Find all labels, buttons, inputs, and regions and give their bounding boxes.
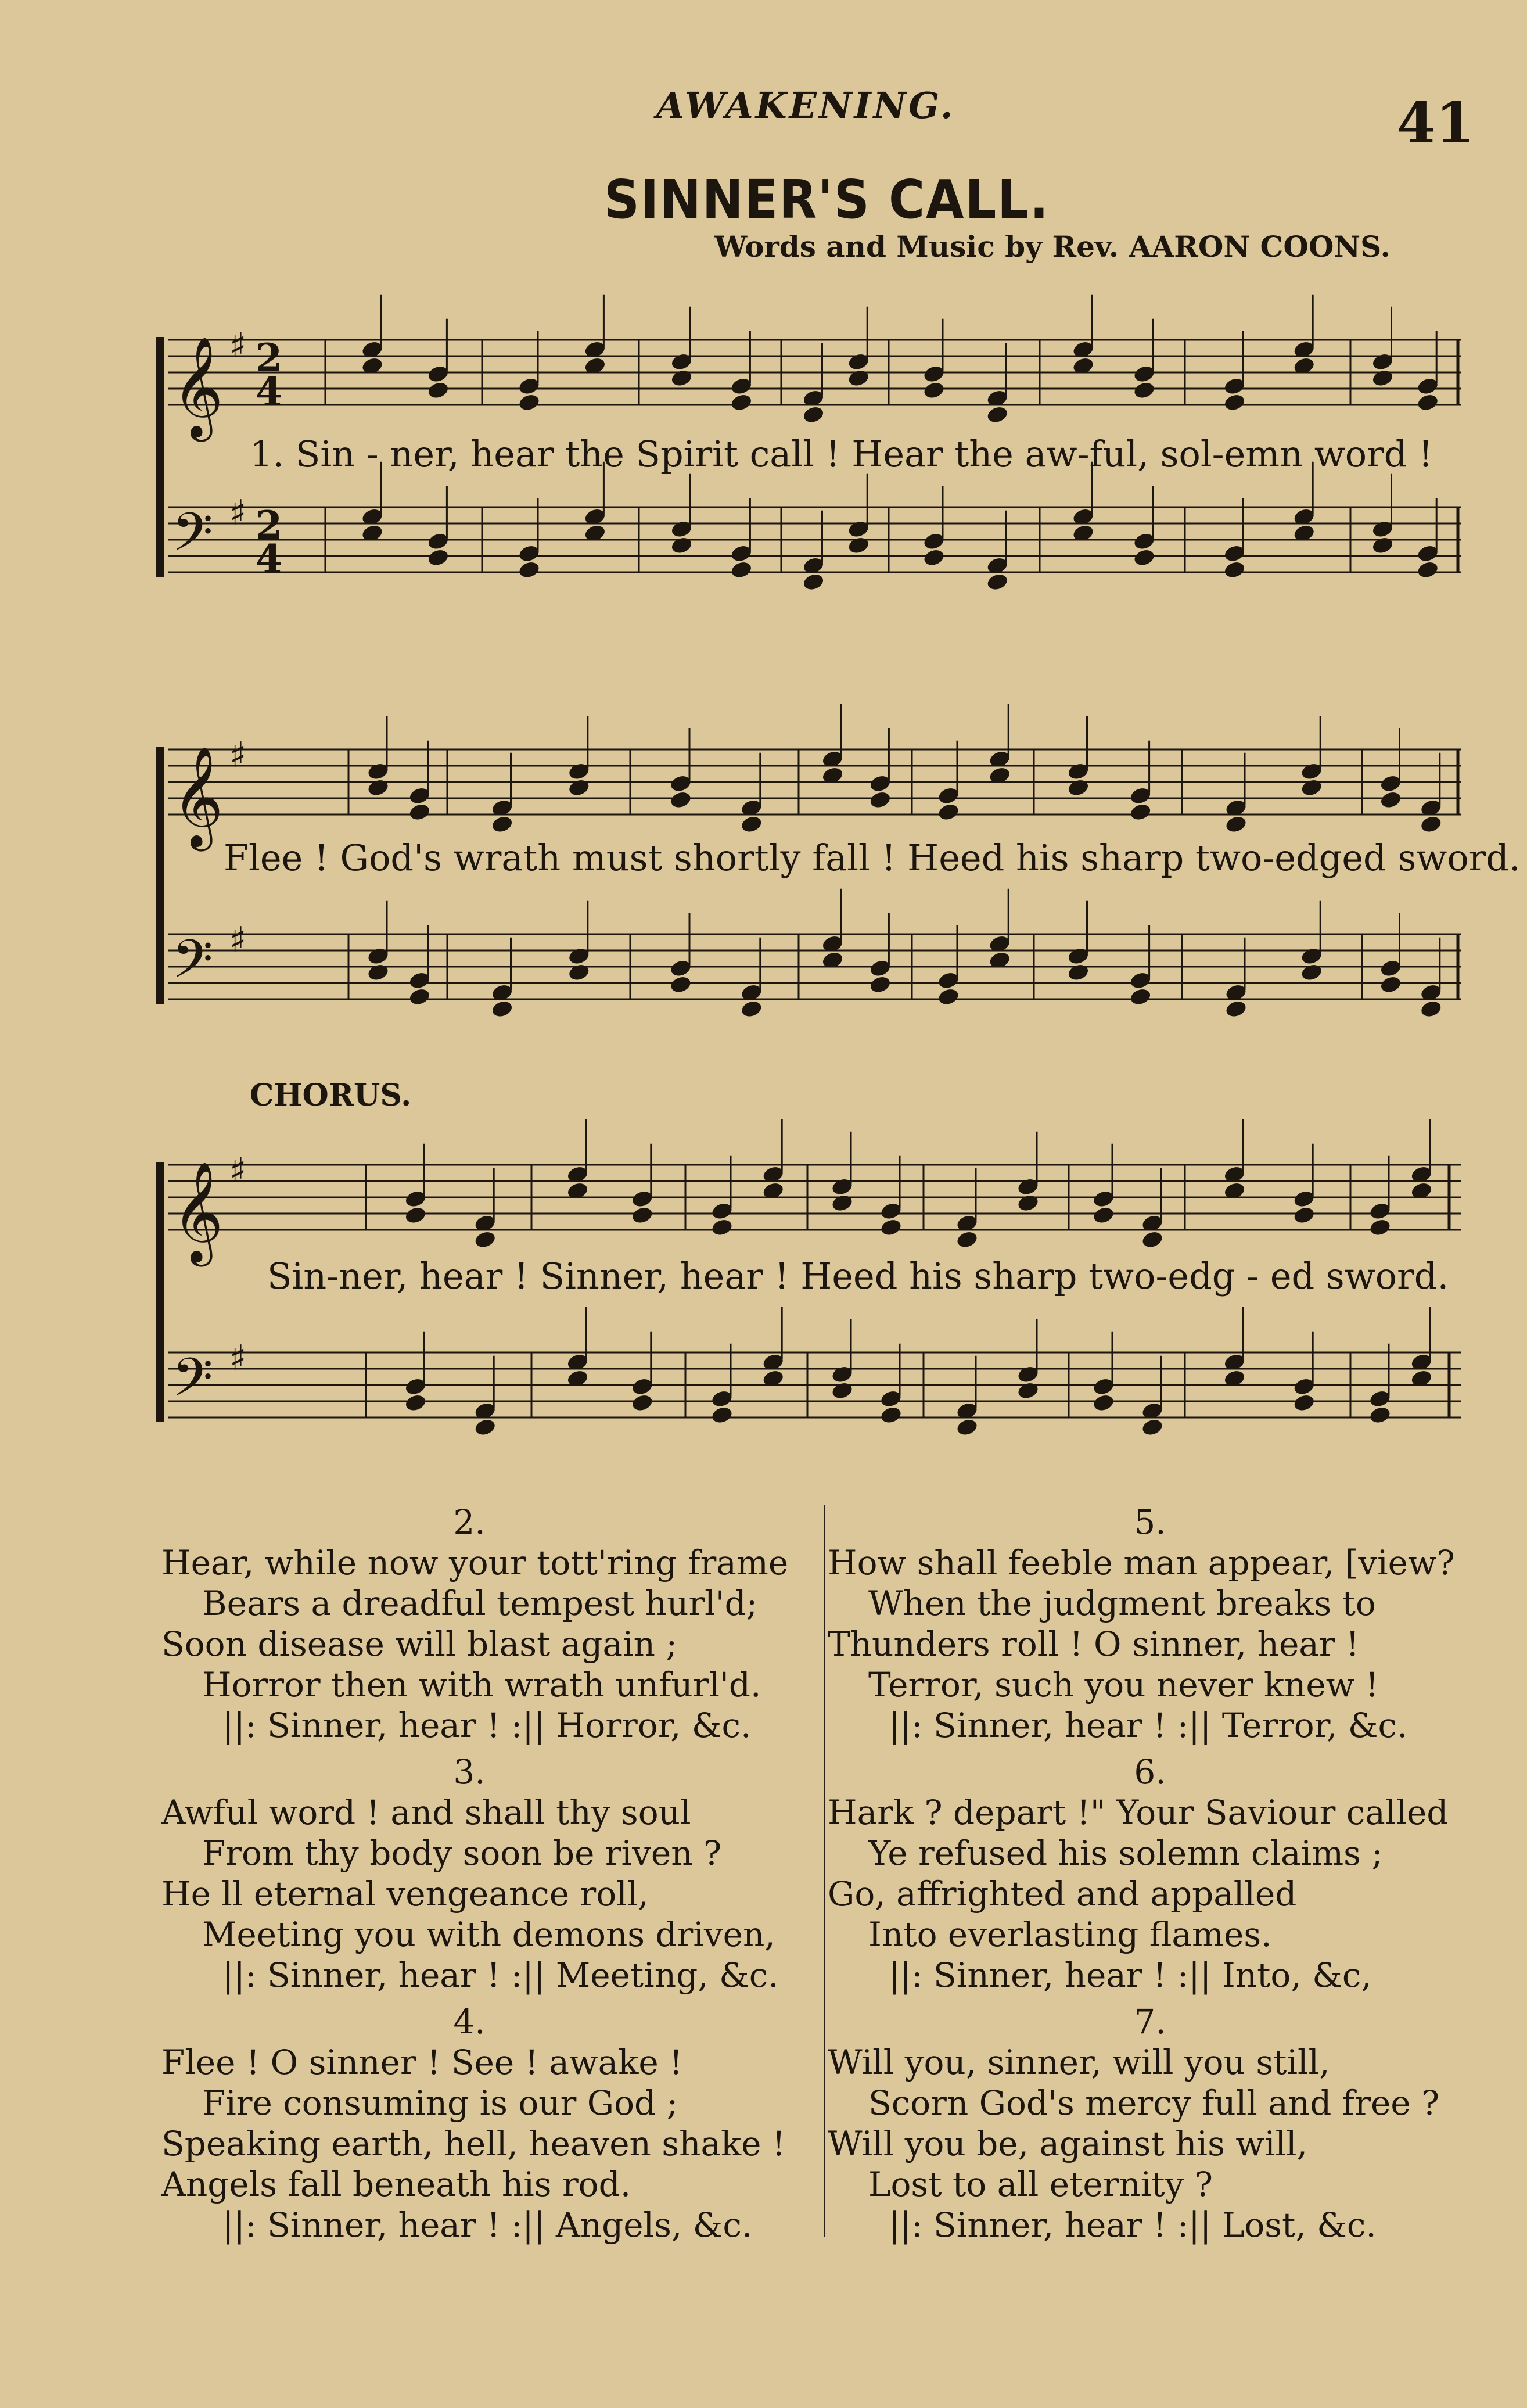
verse-line: Awful word ! and shall thy soul [161, 1793, 691, 1832]
note-head [566, 1369, 589, 1388]
note-head [937, 802, 960, 822]
note-head [631, 1393, 654, 1413]
verse-line: Meeting you with demons driven, [202, 1915, 775, 1954]
note-head [1066, 963, 1090, 982]
note-head [426, 364, 450, 384]
note-head [1379, 975, 1402, 995]
note-head [518, 544, 541, 564]
note-head [1141, 1401, 1164, 1421]
note-head [1224, 814, 1248, 834]
verse-line: Horror then with wrath unfurl'd. [202, 1665, 761, 1704]
note-head [669, 959, 692, 978]
system-bracket [156, 337, 164, 577]
note-head [404, 1189, 427, 1209]
note-head [821, 766, 844, 785]
note-head [631, 1189, 654, 1209]
note-head [1410, 1352, 1433, 1372]
note-head [361, 507, 384, 527]
note-head [1223, 1352, 1246, 1372]
note-head [868, 975, 892, 995]
note-head [1410, 1165, 1433, 1185]
note-head [1141, 1230, 1164, 1250]
note-head [868, 790, 892, 810]
note-head [1300, 778, 1323, 798]
note-head [955, 1230, 979, 1250]
note-head [473, 1230, 497, 1250]
note-head [821, 934, 844, 954]
note-head [986, 405, 1009, 425]
note-head [367, 762, 390, 781]
page-number: 41 [1397, 90, 1475, 156]
note-head [1141, 1214, 1164, 1233]
note-head [1300, 946, 1323, 966]
note-head [1066, 946, 1090, 966]
note-head [955, 1214, 979, 1233]
note-head [473, 1214, 497, 1233]
verse-line: He ll eternal vengeance roll, [161, 1874, 649, 1914]
time-signature: 2 [256, 503, 282, 548]
song-title: SINNER'S CALL. [604, 168, 1050, 231]
note-head [1129, 786, 1152, 806]
note-head [1371, 519, 1394, 539]
note-head [879, 1389, 903, 1409]
note-head [404, 1393, 427, 1413]
verse-refrain: ||: Sinner, hear ! :|| Meeting, &c. [222, 1955, 779, 1995]
note-head [1368, 1405, 1392, 1425]
note-head [710, 1201, 734, 1221]
note-head [730, 393, 753, 412]
verse-2 [161, 1502, 788, 1746]
bass-clef: 𝄢 [172, 928, 213, 1003]
note-head [1292, 356, 1316, 376]
verse-line: Ye refused his solemn claims ; [868, 1833, 1383, 1873]
note-head [740, 983, 763, 1003]
note-head [1416, 560, 1439, 580]
note-head [670, 368, 693, 388]
verse-5 [828, 1502, 1472, 1746]
note-head [490, 983, 513, 1003]
note-head [1092, 1393, 1115, 1413]
note-head [1072, 356, 1095, 376]
note-head [802, 572, 825, 592]
verse-number: 7. [1134, 2002, 1166, 2041]
verse-line: Speaking earth, hell, heaven shake ! [161, 2124, 786, 2163]
note-head [986, 556, 1009, 576]
note-head [1129, 987, 1152, 1007]
verse-line: Thunders roll ! O sinner, hear ! [828, 1624, 1360, 1664]
chorus-label: CHORUS. [250, 1078, 412, 1113]
note-head [1133, 548, 1156, 568]
note-head [1223, 393, 1246, 412]
note-head [710, 1218, 734, 1237]
note-head [669, 790, 692, 810]
note-head [988, 950, 1011, 970]
note-head [1092, 1205, 1115, 1225]
note-head [922, 548, 946, 568]
note-head [566, 1181, 589, 1201]
note-head [361, 356, 384, 376]
note-head [1368, 1389, 1392, 1409]
note-head [367, 963, 390, 982]
lyric-line-3: Sin-ner, hear ! Sinner, hear ! Heed his sharp two-edg - ed sword. [267, 1255, 1449, 1297]
note-head [937, 971, 960, 991]
note-head [1379, 959, 1402, 978]
running-head: AWAKENING. [656, 84, 955, 127]
note-head [847, 368, 870, 388]
note-head [1368, 1201, 1392, 1221]
note-head [1072, 523, 1095, 543]
song-credit: Words and Music by Rev. AARON COONS. [714, 229, 1391, 264]
note-head [1416, 393, 1439, 412]
note-head [1371, 368, 1394, 388]
verse-4 [161, 2001, 785, 2245]
note-head [740, 999, 763, 1019]
note-head [1368, 1218, 1392, 1237]
bass-clef: 𝄢 [172, 1347, 213, 1421]
note-head [868, 774, 892, 794]
verse-line: Flee ! O sinner ! See ! awake ! [161, 2043, 683, 2082]
note-head [669, 975, 692, 995]
note-head [1379, 790, 1402, 810]
verse-6 [828, 1752, 1472, 1996]
note-head [1223, 560, 1246, 580]
note-head [518, 560, 541, 580]
note-head [567, 778, 591, 798]
note-head [1072, 507, 1095, 527]
note-head [1292, 1393, 1316, 1413]
bass-clef: 𝄢 [172, 501, 213, 576]
key-signature-sharp: ♯ [229, 1338, 247, 1379]
note-head [1066, 762, 1090, 781]
verse-refrain: ||: Sinner, hear ! :|| Angels, &c. [222, 2205, 753, 2245]
note-head [426, 532, 450, 551]
note-head [1141, 1417, 1164, 1437]
note-head [490, 798, 513, 818]
note-head [1371, 352, 1394, 372]
note-head [1224, 798, 1248, 818]
note-head [730, 560, 753, 580]
note-head [583, 356, 606, 376]
note-head [761, 1352, 785, 1372]
column-divider [824, 1505, 825, 2237]
note-head [670, 519, 693, 539]
verse-refrain: ||: Sinner, hear ! :|| Lost, &c. [889, 2205, 1377, 2245]
note-head [1420, 999, 1443, 1019]
note-head [404, 1377, 427, 1397]
note-head [669, 774, 692, 794]
note-head [567, 963, 591, 982]
note-head [408, 786, 431, 806]
verse-line: Soon disease will blast again ; [161, 1624, 677, 1664]
verse-number: 6. [1134, 1752, 1166, 1792]
note-head [1223, 376, 1246, 396]
note-head [988, 749, 1011, 769]
note-head [518, 393, 541, 412]
verse-line: Fire consuming is our God ; [202, 2083, 678, 2123]
note-head [922, 381, 946, 400]
note-head [986, 572, 1009, 592]
note-head [1133, 364, 1156, 384]
note-head [761, 1369, 785, 1388]
note-head [847, 352, 870, 372]
note-head [1016, 1193, 1040, 1213]
note-head [821, 950, 844, 970]
note-head [1016, 1381, 1040, 1401]
note-head [802, 389, 825, 408]
treble-clef: 𝄞 [172, 1161, 224, 1262]
time-signature: 2 [256, 335, 282, 381]
verse-number: 4. [453, 2002, 486, 2041]
verse-line: Bears a dreadful tempest hurl'd; [202, 1584, 758, 1623]
note-head [740, 798, 763, 818]
verse-line: How shall feeble man appear, [view? [828, 1543, 1455, 1582]
note-head [426, 548, 450, 568]
note-head [879, 1201, 903, 1221]
verse-3 [161, 1752, 779, 1996]
note-head [1420, 798, 1443, 818]
note-head [1129, 802, 1152, 822]
note-head [567, 762, 591, 781]
note-head [1292, 1189, 1316, 1209]
note-head [1410, 1369, 1433, 1388]
note-head [1416, 376, 1439, 396]
note-head [761, 1165, 785, 1185]
note-head [802, 405, 825, 425]
note-head [1092, 1189, 1115, 1209]
note-head [1016, 1177, 1040, 1197]
note-head [583, 523, 606, 543]
note-head [831, 1365, 854, 1384]
note-head [955, 1401, 979, 1421]
note-head [583, 340, 606, 360]
note-head [670, 536, 693, 555]
verse-line: Terror, such you never knew ! [868, 1665, 1379, 1704]
verse-line: Will you, sinner, will you still, [828, 2043, 1330, 2082]
verse-line: Lost to all eternity ? [868, 2165, 1213, 2204]
system-bracket [156, 1162, 164, 1422]
note-head [955, 1417, 979, 1437]
system-bracket [156, 747, 164, 1004]
note-head [426, 381, 450, 400]
note-head [1416, 544, 1439, 564]
note-head [879, 1405, 903, 1425]
verse-line: Scorn God's mercy full and free ? [868, 2083, 1440, 2123]
note-head [1410, 1181, 1433, 1201]
note-head [710, 1405, 734, 1425]
lyric-line-2: Flee ! God's wrath must shortly fall ! Heed his sharp two-edged sword. [224, 837, 1521, 879]
note-head [821, 749, 844, 769]
note-head [1092, 1377, 1115, 1397]
note-head [730, 544, 753, 564]
note-head [1133, 532, 1156, 551]
note-head [1066, 778, 1090, 798]
note-head [730, 376, 753, 396]
note-head [1224, 983, 1248, 1003]
verse-line: When the judgment breaks to [868, 1584, 1376, 1623]
key-signature-sharp: ♯ [229, 920, 247, 960]
note-head [986, 389, 1009, 408]
note-head [566, 1352, 589, 1372]
note-head [1223, 1369, 1246, 1388]
note-head [988, 766, 1011, 785]
note-head [490, 999, 513, 1019]
note-head [1223, 1165, 1246, 1185]
note-head [1292, 507, 1316, 527]
note-head [1072, 340, 1095, 360]
lyric-line-1: 1. Sin - ner, hear the Spirit call ! Hear the aw-ful, sol-emn word ! [250, 433, 1433, 475]
note-head [1292, 523, 1316, 543]
note-head [831, 1193, 854, 1213]
note-head [631, 1205, 654, 1225]
note-head [802, 556, 825, 576]
note-head [1300, 963, 1323, 982]
verse-line: Into everlasting flames. [868, 1915, 1272, 1954]
verse-refrain: ||: Sinner, hear ! :|| Into, &c, [889, 1955, 1372, 1995]
note-head [831, 1381, 854, 1401]
verse-line: Go, affrighted and appalled [828, 1874, 1297, 1914]
note-head [1223, 1181, 1246, 1201]
key-signature-sharp: ♯ [229, 1150, 247, 1191]
note-head [922, 532, 946, 551]
note-head [1371, 536, 1394, 555]
note-head [361, 523, 384, 543]
note-head [1292, 340, 1316, 360]
note-head [408, 971, 431, 991]
note-head [1292, 1377, 1316, 1397]
verse-refrain: ||: Sinner, hear ! :|| Terror, &c. [889, 1706, 1408, 1745]
key-signature-sharp: ♯ [229, 493, 247, 533]
note-head [490, 814, 513, 834]
note-head [567, 946, 591, 966]
note-head [361, 340, 384, 360]
note-head [1292, 1205, 1316, 1225]
note-head [1223, 544, 1246, 564]
note-head [1420, 983, 1443, 1003]
note-head [710, 1389, 734, 1409]
note-head [473, 1417, 497, 1437]
note-head [879, 1218, 903, 1237]
note-head [922, 364, 946, 384]
note-head [988, 934, 1011, 954]
note-head [631, 1377, 654, 1397]
key-signature-sharp: ♯ [229, 735, 247, 776]
note-head [367, 946, 390, 966]
note-head [473, 1401, 497, 1421]
note-head [1300, 762, 1323, 781]
note-head [1379, 774, 1402, 794]
verse-line: Hear, while now your tott'ring frame [161, 1543, 789, 1582]
note-head [367, 778, 390, 798]
note-head [1133, 381, 1156, 400]
verse-line: Will you be, against his will, [828, 2124, 1308, 2163]
verse-number: 5. [1134, 1502, 1166, 1542]
note-head [847, 536, 870, 555]
time-signature: 4 [256, 369, 282, 414]
time-signature: 4 [256, 536, 282, 582]
note-head [1129, 971, 1152, 991]
note-head [566, 1165, 589, 1185]
note-head [408, 802, 431, 822]
note-head [1224, 999, 1248, 1019]
note-head [868, 959, 892, 978]
note-head [583, 507, 606, 527]
verse-refrain: ||: Sinner, hear ! :|| Horror, &c. [222, 1706, 752, 1745]
note-head [1420, 814, 1443, 834]
verse-number: 3. [453, 1752, 486, 1792]
note-head [761, 1181, 785, 1201]
key-signature-sharp: ♯ [229, 325, 247, 366]
verse-7 [828, 2001, 1472, 2245]
verse-line: Hark ? depart !" Your Saviour called [828, 1793, 1449, 1832]
note-head [831, 1177, 854, 1197]
note-head [518, 376, 541, 396]
note-head [937, 987, 960, 1007]
note-head [670, 352, 693, 372]
note-head [847, 519, 870, 539]
verse-line: From thy body soon be riven ? [202, 1833, 722, 1873]
verse-number: 2. [453, 1502, 486, 1542]
treble-clef: 𝄞 [172, 336, 224, 437]
note-head [408, 987, 431, 1007]
note-head [740, 814, 763, 834]
verse-line: Angels fall beneath his rod. [161, 2165, 631, 2204]
treble-clef: 𝄞 [172, 746, 224, 847]
note-head [404, 1205, 427, 1225]
note-head [937, 786, 960, 806]
note-head [1016, 1365, 1040, 1384]
